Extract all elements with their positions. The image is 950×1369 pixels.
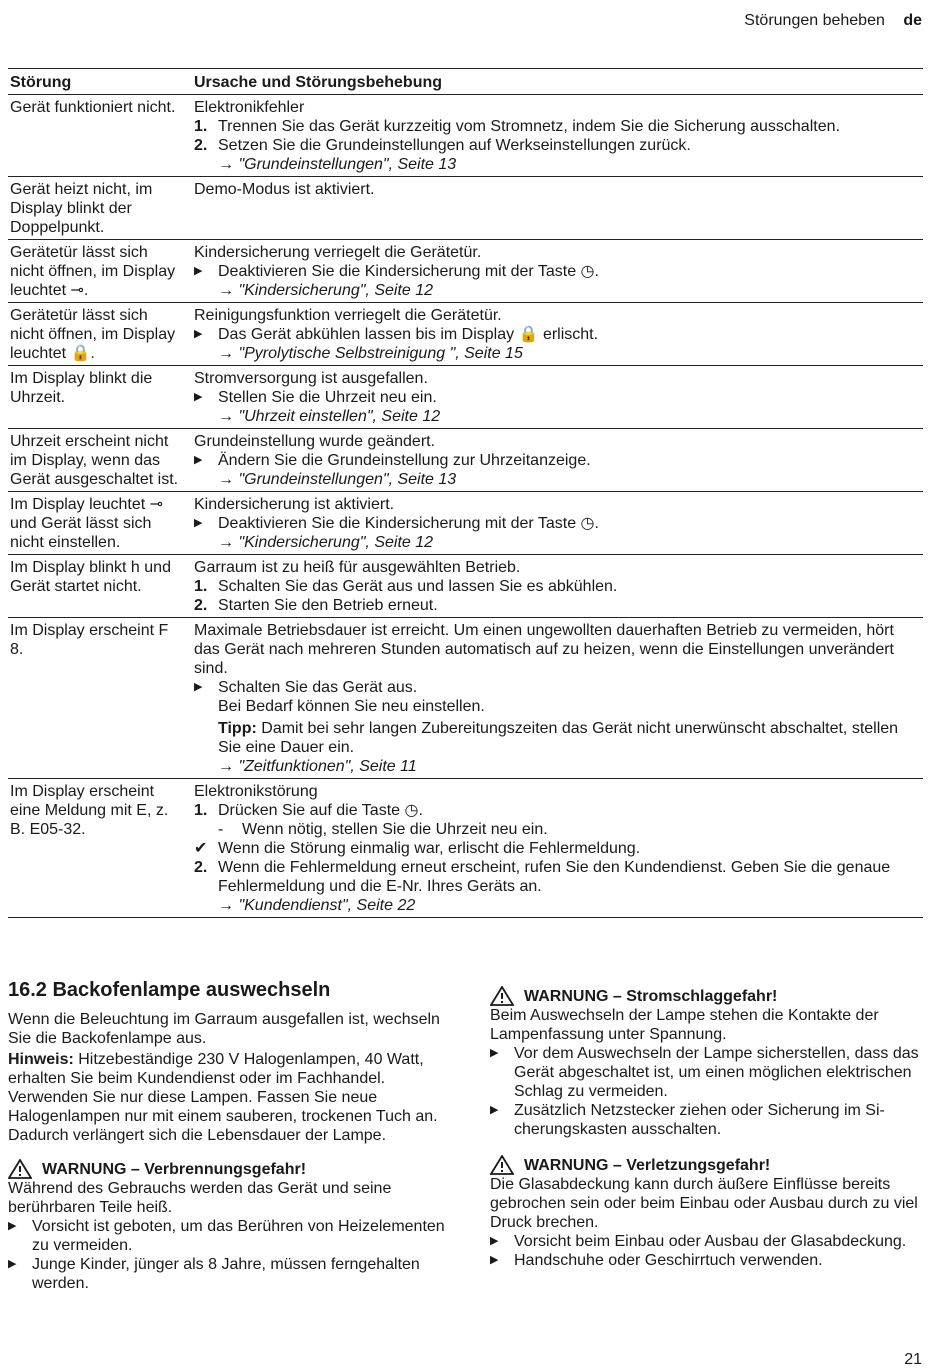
step: 2. Wenn die Fehlermeldung erneut erscheint, rufen Sie den Kundendienst. Geben Sie die genaue Fehlermeldung und die E-Nr. Ihres Geräts an. xyxy=(194,859,891,895)
action-step: ▶ Schalten Sie das Gerät aus. xyxy=(194,679,418,696)
triangle-bullet-icon: ▶ xyxy=(194,391,203,403)
warning-title: WARNUNG – Verbrennungsgefahr! xyxy=(8,1159,448,1179)
triangle-bullet-icon: ▶ xyxy=(490,1104,499,1116)
triangle-bullet-icon: ▶ xyxy=(194,265,203,277)
cause-cell xyxy=(192,366,923,429)
problem-cell: Im Display erscheint F 8. xyxy=(8,618,192,779)
left-column xyxy=(8,1010,448,1293)
cause-text: Stromversorgung ist ausgefallen. xyxy=(194,370,428,387)
action-step: ▶ Stellen Sie die Uhrzeit neu ein. xyxy=(194,389,437,406)
step: 1. Schalten Sie das Gerät aus und lassen Sie es abkühlen. xyxy=(194,578,618,595)
table-row xyxy=(8,366,923,429)
warning-bullet: ▶ Zusätzlich Netzstecker ziehen oder Sicherung im Sicherungskasten ausschalten. xyxy=(490,1102,885,1138)
header-section: Störungen beheben xyxy=(744,12,885,29)
triangle-bullet-icon: ▶ xyxy=(194,517,203,529)
header-lang: de xyxy=(903,12,922,29)
table-row xyxy=(8,429,923,492)
warning-triangle-icon xyxy=(8,1159,32,1179)
step: 1. Trennen Sie das Gerät kurzzeitig vom Stromnetz, indem Sie die Sicherung ausschalten. xyxy=(194,118,840,135)
cause-cell xyxy=(192,240,923,303)
warning-title: WARNUNG – Stromschlaggefahr! xyxy=(490,986,930,1006)
cause-cell xyxy=(192,177,923,240)
warning-triangle-icon xyxy=(490,986,514,1006)
problem-cell: Gerät heizt nicht, im Display blinkt der Doppelpunkt. xyxy=(8,177,192,240)
cause-cell xyxy=(192,618,923,779)
section-title: 16.2 Backofenlampe auswechseln xyxy=(8,979,331,1001)
step: 2. Setzen Sie die Grundeinstellungen auf Werkseinstellungen zurück. xyxy=(194,137,691,154)
action-step: ▶ Deaktivieren Sie die Kindersicherung mit der Taste ◷. xyxy=(194,515,599,532)
check-icon: ✔ xyxy=(194,840,208,857)
problem-cell: Im Display blinkt die Uhrzeit. xyxy=(8,366,192,429)
cross-reference: → "Kindersicherung", Seite 12 xyxy=(218,282,434,299)
sub-step: - Wenn nötig, stellen Sie die Uhrzeit neu ein. xyxy=(218,821,548,838)
table-row xyxy=(8,779,923,918)
cross-reference: → "Grundeinstellungen", Seite 13 xyxy=(218,156,457,173)
triangle-bullet-icon: ▶ xyxy=(490,1047,499,1059)
warning-bullet: ▶ Vorsicht ist geboten, um das Berühren von Heizelementen zu vermeiden. xyxy=(8,1218,445,1254)
problem-cell: Uhrzeit erscheint nicht im Display, wenn das Gerät ausgeschaltet ist. xyxy=(8,429,192,492)
table-row xyxy=(8,240,923,303)
warning-text: Die Glasabdeckung kann durch äußere Einflüsse bereits gebrochen sein oder beim Einbau oder Ausbau durch zu viel Druck brechen. xyxy=(490,1176,918,1231)
cause-cell xyxy=(192,492,923,555)
triangle-bullet-icon: ▶ xyxy=(194,328,203,340)
cause-text: Reinigungsfunktion verriegelt die Gerätetür. xyxy=(194,307,502,324)
problem-cell: Im Display blinkt h und Gerät startet nicht. xyxy=(8,555,192,618)
cause-text: Grundeinstellung wurde geändert. xyxy=(194,433,436,450)
step-result: Bei Bedarf können Sie neu einstellen. xyxy=(218,698,485,715)
result-step: ✔ Wenn die Störung einmalig war, erlischt die Fehlermeldung. xyxy=(194,840,641,857)
problem-cell: Gerät funktioniert nicht. xyxy=(8,95,192,177)
cross-reference: → "Kindersicherung", Seite 12 xyxy=(218,534,434,551)
triangle-bullet-icon: ▶ xyxy=(194,681,203,693)
triangle-bullet-icon: ▶ xyxy=(194,454,203,466)
table-row xyxy=(8,95,923,177)
problem-cell: Im Display leuchtet ⊸ und Gerät lässt sich nicht einstellen. xyxy=(8,492,192,555)
table-row xyxy=(8,303,923,366)
warning-text: Beim Auswechseln der Lampe stehen die Kontakte der Lampenfassung unter Spannung. xyxy=(490,1007,879,1043)
cause-text: Elektronikstörung xyxy=(194,783,318,800)
table-header-row xyxy=(8,69,923,95)
warning-bullet: ▶ Vor dem Auswechseln der Lampe sicherstellen, dass das Gerät abgeschaltet ist, um einen möglichen elektrischen Schlag zu vermeiden. xyxy=(490,1045,919,1100)
cross-reference: → "Grundeinstellungen", Seite 13 xyxy=(218,471,457,488)
intro-text: Wenn die Beleuchtung im Garraum ausgefallen ist, wechseln Sie die Backofenlampe aus. xyxy=(8,1011,440,1047)
step: 2. Starten Sie den Betrieb erneut. xyxy=(194,597,438,614)
cross-reference: → "Zeitfunktionen", Seite 11 xyxy=(218,758,417,775)
triangle-bullet-icon: ▶ xyxy=(490,1254,499,1266)
page-number: 21 xyxy=(904,1351,922,1368)
cause-text: Maximale Betriebsdauer ist erreicht. Um einen ungewollten dauerhaften Betrieb zu vermeiden, hört das Gerät nach mehreren Stunden automatisch auf zu heizen, wenn die Einstellungen unverändert sind. xyxy=(194,622,894,677)
cross-reference: → "Uhrzeit einstellen", Seite 12 xyxy=(218,408,441,425)
tip: Tipp: Damit bei sehr langen Zubereitungszeiten das Gerät nicht unerwünscht abschaltet, stellen Sie eine Dauer ein. xyxy=(218,720,899,756)
cause-cell xyxy=(192,95,923,177)
table-row xyxy=(8,618,923,779)
action-step: ▶ Das Gerät abkühlen lassen bis im Display 🔒 erlischt. xyxy=(194,326,599,343)
col-header-cause: Ursache und Störungsbehebung xyxy=(192,69,923,95)
cause-cell xyxy=(192,555,923,618)
problem-cell: Gerätetür lässt sich nicht öffnen, im Display leuchtet ⊸. xyxy=(8,240,192,303)
action-step: ▶ Ändern Sie die Grundeinstellung zur Uhrzeitanzeige. xyxy=(194,452,591,469)
cause-text: Kindersicherung verriegelt die Gerätetür. xyxy=(194,244,482,261)
cross-reference: → "Kundendienst", Seite 22 xyxy=(218,897,416,914)
cause-cell xyxy=(192,429,923,492)
table-row xyxy=(8,555,923,618)
hint: Hinweis: Hitzebeständige 230 V Halogenlampen, 40 Watt, erhalten Sie beim Kundendienst oder im Fachhandel. Verwenden Sie nur diese Lampen. Fassen Sie neue Halogenlampen nur mit einem sauberen, trockenen Tuch an. Dadurch verlängert sich die Lebensdauer der Lampe. xyxy=(8,1051,438,1144)
cause-text: Elektronikfehler xyxy=(194,99,305,116)
step: 1. Drücken Sie auf die Taste ◷. xyxy=(194,802,423,819)
problem-cell: Gerätetür lässt sich nicht öffnen, im Display leuchtet 🔒. xyxy=(8,303,192,366)
running-header xyxy=(744,11,922,30)
action-step: ▶ Deaktivieren Sie die Kindersicherung mit der Taste ◷. xyxy=(194,263,599,280)
right-column xyxy=(490,986,930,1270)
cross-reference: → "Pyrolytische Selbstreinigung ", Seite 15 xyxy=(218,345,523,362)
col-header-problem: Störung xyxy=(8,69,192,95)
cause-text: Garraum ist zu heiß für ausgewählten Betrieb. xyxy=(194,559,521,576)
triangle-bullet-icon: ▶ xyxy=(490,1235,499,1247)
triangle-bullet-icon: ▶ xyxy=(8,1220,17,1232)
cause-text: Kindersicherung ist aktiviert. xyxy=(194,496,395,513)
warning-bullet: ▶ Junge Kinder, jünger als 8 Jahre, müssen ferngehalten werden. xyxy=(8,1256,420,1292)
triangle-bullet-icon: ▶ xyxy=(8,1258,17,1270)
troubleshooting-table xyxy=(8,68,923,918)
warning-bullet: ▶ Vorsicht beim Einbau oder Ausbau der Glasabdeckung. xyxy=(490,1233,907,1250)
warning-text: Während des Gebrauchs werden das Gerät und seine berührbaren Teile heiß. xyxy=(8,1180,392,1216)
cause-cell xyxy=(192,779,923,918)
table-row xyxy=(8,492,923,555)
warning-bullet: ▶ Handschuhe oder Geschirrtuch verwenden. xyxy=(490,1252,823,1269)
cause-cell xyxy=(192,303,923,366)
warning-triangle-icon xyxy=(490,1155,514,1175)
cause-text: Demo-Modus ist aktiviert. xyxy=(194,181,375,198)
warning-title: WARNUNG – Verletzungsgefahr! xyxy=(490,1155,930,1175)
problem-cell: Im Display erscheint eine Meldung mit E, z. B. E05-32. xyxy=(8,779,192,918)
table-row xyxy=(8,177,923,240)
